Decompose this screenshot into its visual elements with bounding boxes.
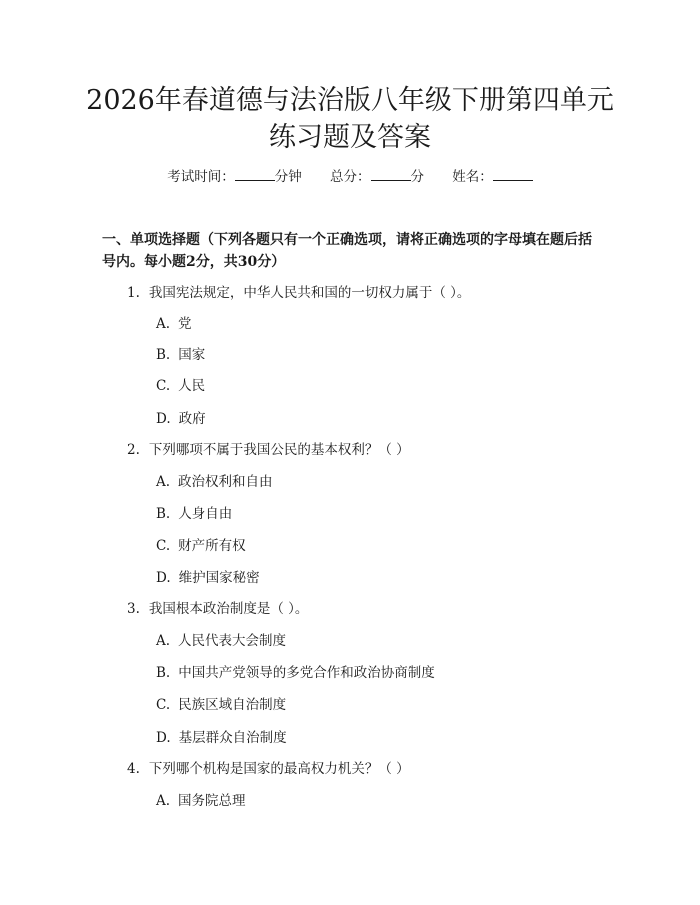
question-number: 4. [127, 761, 140, 777]
total-score-unit: 分 [410, 169, 424, 185]
option-text: 政治权利和自由 [178, 474, 273, 490]
question-text: 我国根本政治制度是（ ）。 [148, 601, 309, 617]
student-name-field [452, 169, 533, 185]
option-1-c [156, 376, 205, 396]
option-2-d [156, 568, 260, 588]
page-title-line-2: 练习题及答案 [269, 122, 431, 153]
section-heading-single-choice: 一、单项选择题（下列各题只有一个正确选项，请将正确选项的字母填在题后括号内。每小题2分，共30分） [102, 232, 592, 270]
exam-time-field [167, 169, 302, 185]
option-letter: A. [156, 793, 171, 809]
exam-meta-row [0, 167, 700, 187]
page-title-line-1: 2026年春道德与法治版八年级下册第四单元 [86, 85, 614, 116]
option-2-b [156, 504, 232, 524]
question-text: 下列哪个机构是国家的最高权力机关？（ ） [148, 761, 410, 777]
option-2-c [156, 536, 246, 556]
question-number: 3. [127, 601, 140, 617]
exam-time-unit: 分钟 [274, 169, 302, 185]
option-letter: A. [156, 316, 171, 332]
option-text: 中国共产党领导的多党合作和政治协商制度 [178, 665, 435, 681]
option-3-c [156, 695, 286, 715]
option-text: 维护国家秘密 [178, 570, 260, 586]
question-number: 2. [127, 442, 140, 458]
question-3 [127, 599, 308, 619]
question-text: 我国宪法规定，中华人民共和国的一切权力属于（ ）。 [148, 285, 471, 301]
option-letter: A. [156, 633, 171, 649]
option-text: 党 [178, 316, 192, 332]
option-1-a [156, 314, 192, 334]
option-letter: C. [156, 538, 171, 554]
option-3-d [156, 728, 287, 748]
option-text: 政府 [178, 411, 206, 427]
option-1-b [156, 345, 205, 365]
option-letter: C. [156, 697, 171, 713]
option-1-d [156, 409, 206, 429]
option-letter: C. [156, 378, 171, 394]
question-2 [127, 440, 410, 460]
option-text: 民族区域自治制度 [178, 697, 287, 713]
student-name-label: 姓名： [452, 169, 493, 185]
question-4 [127, 759, 410, 779]
option-text: 国家 [178, 347, 206, 363]
option-letter: D. [156, 730, 171, 746]
option-text: 人身自由 [178, 506, 233, 522]
total-score-field [330, 169, 424, 185]
option-3-b [156, 663, 435, 683]
option-text: 人民代表大会制度 [178, 633, 287, 649]
option-3-a [156, 631, 286, 651]
total-score-label: 总分： [330, 169, 371, 185]
option-letter: B. [156, 506, 171, 522]
student-name-blank [493, 167, 533, 181]
total-score-blank [371, 167, 411, 181]
option-text: 人民 [178, 378, 206, 394]
option-letter: D. [156, 411, 171, 427]
option-letter: B. [156, 347, 171, 363]
option-letter: B. [156, 665, 171, 681]
option-text: 国务院总理 [178, 793, 246, 809]
question-text: 下列哪项不属于我国公民的基本权利？（ ） [148, 442, 410, 458]
option-text: 基层群众自治制度 [178, 730, 287, 746]
question-1 [127, 283, 470, 303]
option-2-a [156, 472, 273, 492]
option-letter: A. [156, 474, 171, 490]
exam-time-label: 考试时间： [167, 169, 235, 185]
option-4-a [156, 791, 246, 811]
question-number: 1. [127, 285, 140, 301]
exam-time-blank [235, 167, 275, 181]
option-text: 财产所有权 [178, 538, 246, 554]
option-letter: D. [156, 570, 171, 586]
